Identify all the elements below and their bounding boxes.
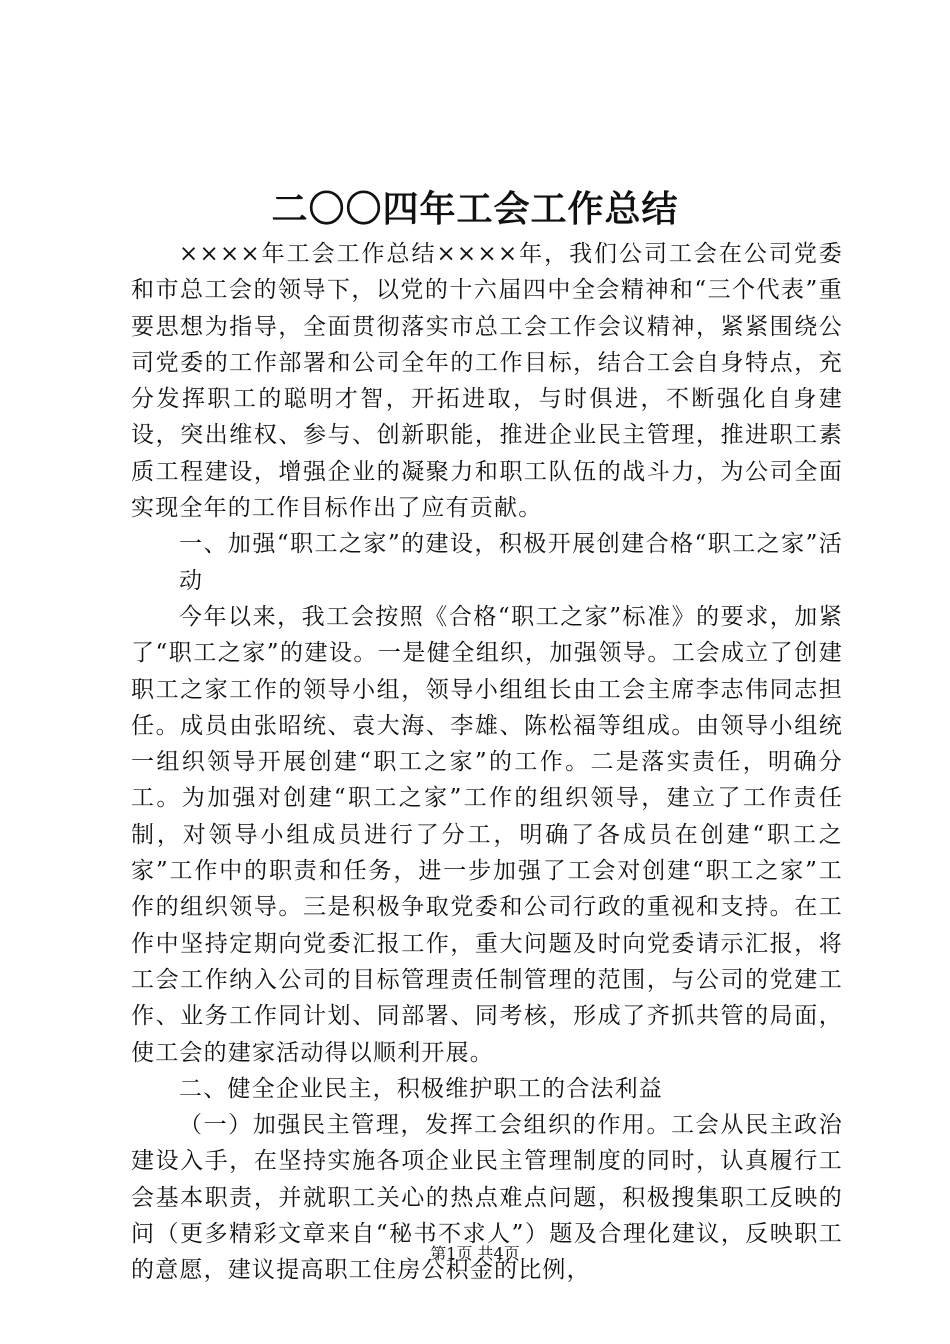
document-title: 二〇〇四年工会工作总结 bbox=[271, 188, 679, 230]
document-body bbox=[131, 236, 843, 1289]
intro-paragraph: ××××年工会工作总结××××年，我们公司工会在公司党委和市总工会的领导下，以党的十六届四中全会精神和“三个代表”重要思想为指导，全面贯彻落实市总工会工作会议精神，紧紧围绕公司党委的工作部署和公司全年的工作目标，结合工会自身特点，充分发挥职工的聪明才智，开拓进取，与时俱进，不断强化自身建设，突出维权、参与、创新职能，推进企业民主管理，推进职工素质工程建设，增强企业的凝聚力和职工队伍的战斗力，为公司全面实现全年的工作目标作出了应有贡献。 bbox=[131, 241, 843, 522]
section-1-paragraph: 今年以来，我工会按照《合格“职工之家”标准》的要求，加紧了“职工之家”的建设。一是健全组织，加强领导。工会成立了创建职工之家工作的领导小组，领导小组组长由工会主席李志伟同志担任。成员由张昭统、袁大海、李雄、陈松福等组成。由领导小组统一组织领导开展创建“职工之家”的工作。二是落实责任，明确分工。为加强对创建“职工之家”工作的组织领导，建立了工作责任制，对领导小组成员进行了分工，明确了各成员在创建“职工之家”工作中的职责和任务，进一步加强了工会对创建“职工之家”工作的组织领导。三是积极争取党委和公司行政的重视和支持。在工作中坚持定期向党委汇报工作，重大问题及时向党委请示汇报，将工会工作纳入公司的目标管理责任制管理的范围，与公司的党建工作、业务工作同计划、同部署、同考核，形成了齐抓共管的局面，使工会的建家活动得以顺利开展。 bbox=[131, 603, 843, 1066]
section-heading-2: 二、健全企业民主，积极维护职工的合法利益 bbox=[179, 1075, 663, 1102]
section-2-paragraph: （一）加强民主管理，发挥工会组织的作用。工会从民主政治建设入手，在坚持实施各项企业民主管理制度的同时，认真履行工会基本职责，并就职工关心的热点难点问题，积极搜集职工反映的问（更多精彩文章来自“秘书不求人”）题及合理化建议，反映职工的意愿，建议提高职工住房公积金的比例， bbox=[131, 1112, 843, 1284]
page-number-footer: 第1页 共4页 bbox=[430, 1244, 520, 1263]
section-heading-1: 一、加强“职工之家”的建设，积极开展创建合格“职工之家”活动 bbox=[179, 531, 843, 594]
